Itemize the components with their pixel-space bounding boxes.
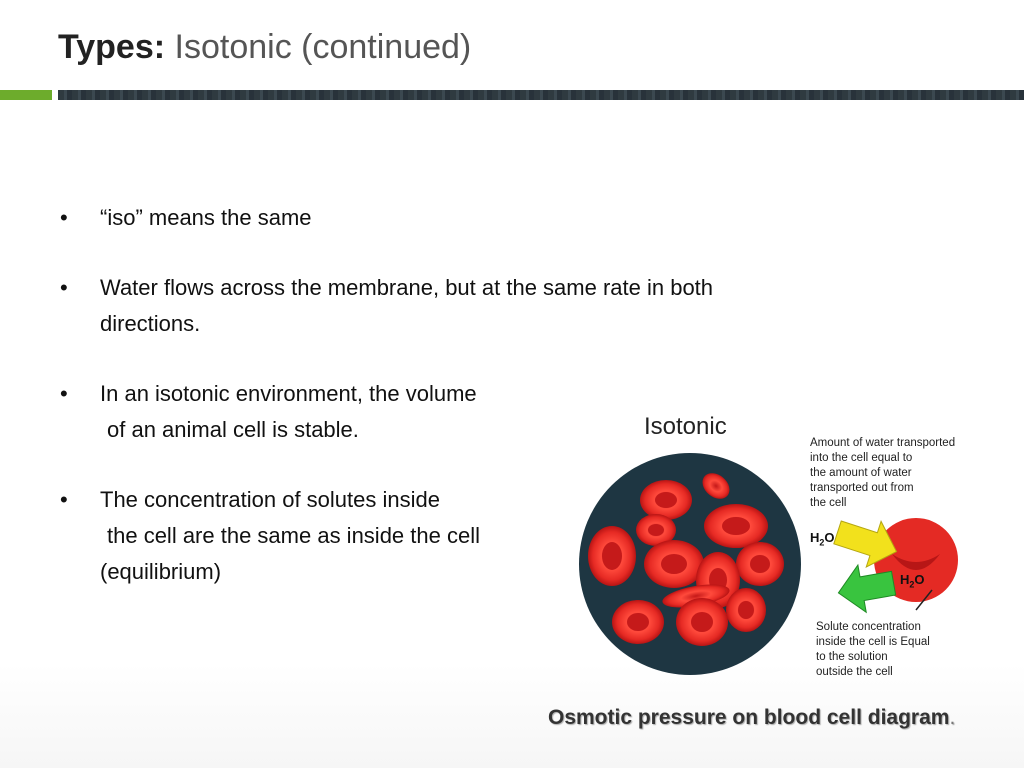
bullet-dot: • — [60, 205, 68, 230]
slide-title — [58, 26, 471, 68]
title-light: Isotonic (continued) — [174, 28, 472, 66]
bullet-dot: • — [60, 487, 68, 512]
bullet-dot: • — [60, 381, 68, 406]
isotonic-diagram — [574, 404, 1014, 686]
water-transport-note — [810, 436, 955, 511]
note-line: outside the cell — [816, 666, 893, 678]
bullet-line: of an animal cell is stable. — [107, 417, 359, 442]
note-line: the cell — [810, 497, 847, 509]
note-line: Solute concentration — [816, 621, 921, 633]
diagram-caption — [548, 706, 955, 730]
bullet-line: directions. — [100, 311, 201, 336]
bullet-item — [60, 200, 860, 236]
caption-text: Osmotic pressure on blood cell diagram — [548, 706, 950, 729]
bullet-item — [60, 270, 860, 342]
note-line: the amount of water — [810, 467, 912, 479]
bullet-line: (equilibrium) — [100, 559, 222, 584]
diagram-heading: Isotonic — [644, 413, 727, 440]
cell-center — [691, 612, 713, 632]
cell-center — [722, 517, 750, 535]
note-line: transported out from — [810, 482, 914, 494]
note-line: to the solution — [816, 651, 888, 663]
caption-period: . — [949, 706, 956, 729]
cell-center — [648, 524, 664, 536]
solute-concentration-note — [816, 620, 930, 680]
bullet-dot: • — [60, 275, 68, 300]
bullet-line: In an isotonic environment, the volume — [100, 381, 477, 406]
cell-center — [627, 613, 649, 631]
h2o-label-out: $H_2O$ — [900, 572, 925, 590]
h2o-label-in: $H_2O$ — [810, 530, 835, 548]
note-line: inside the cell is Equal — [816, 636, 930, 648]
bullet-line: Water flows across the membrane, but at the same rate in both — [100, 275, 714, 300]
accent-bar-dark — [58, 90, 1024, 100]
cell-center — [661, 554, 687, 574]
cell-center — [602, 542, 622, 570]
note-line: Amount of water transported — [810, 437, 956, 449]
accent-bar-green — [0, 90, 52, 100]
title-bold: Types: — [58, 28, 166, 66]
note-line: into the cell equal to — [810, 452, 913, 464]
bullet-line: “iso” means the same — [100, 205, 312, 230]
cell-center — [655, 492, 677, 508]
cell-center — [738, 601, 754, 619]
bullet-line: the cell are the same as inside the cell — [107, 523, 480, 548]
cell-center — [750, 555, 770, 573]
bullet-line: The concentration of solutes inside — [100, 487, 440, 512]
